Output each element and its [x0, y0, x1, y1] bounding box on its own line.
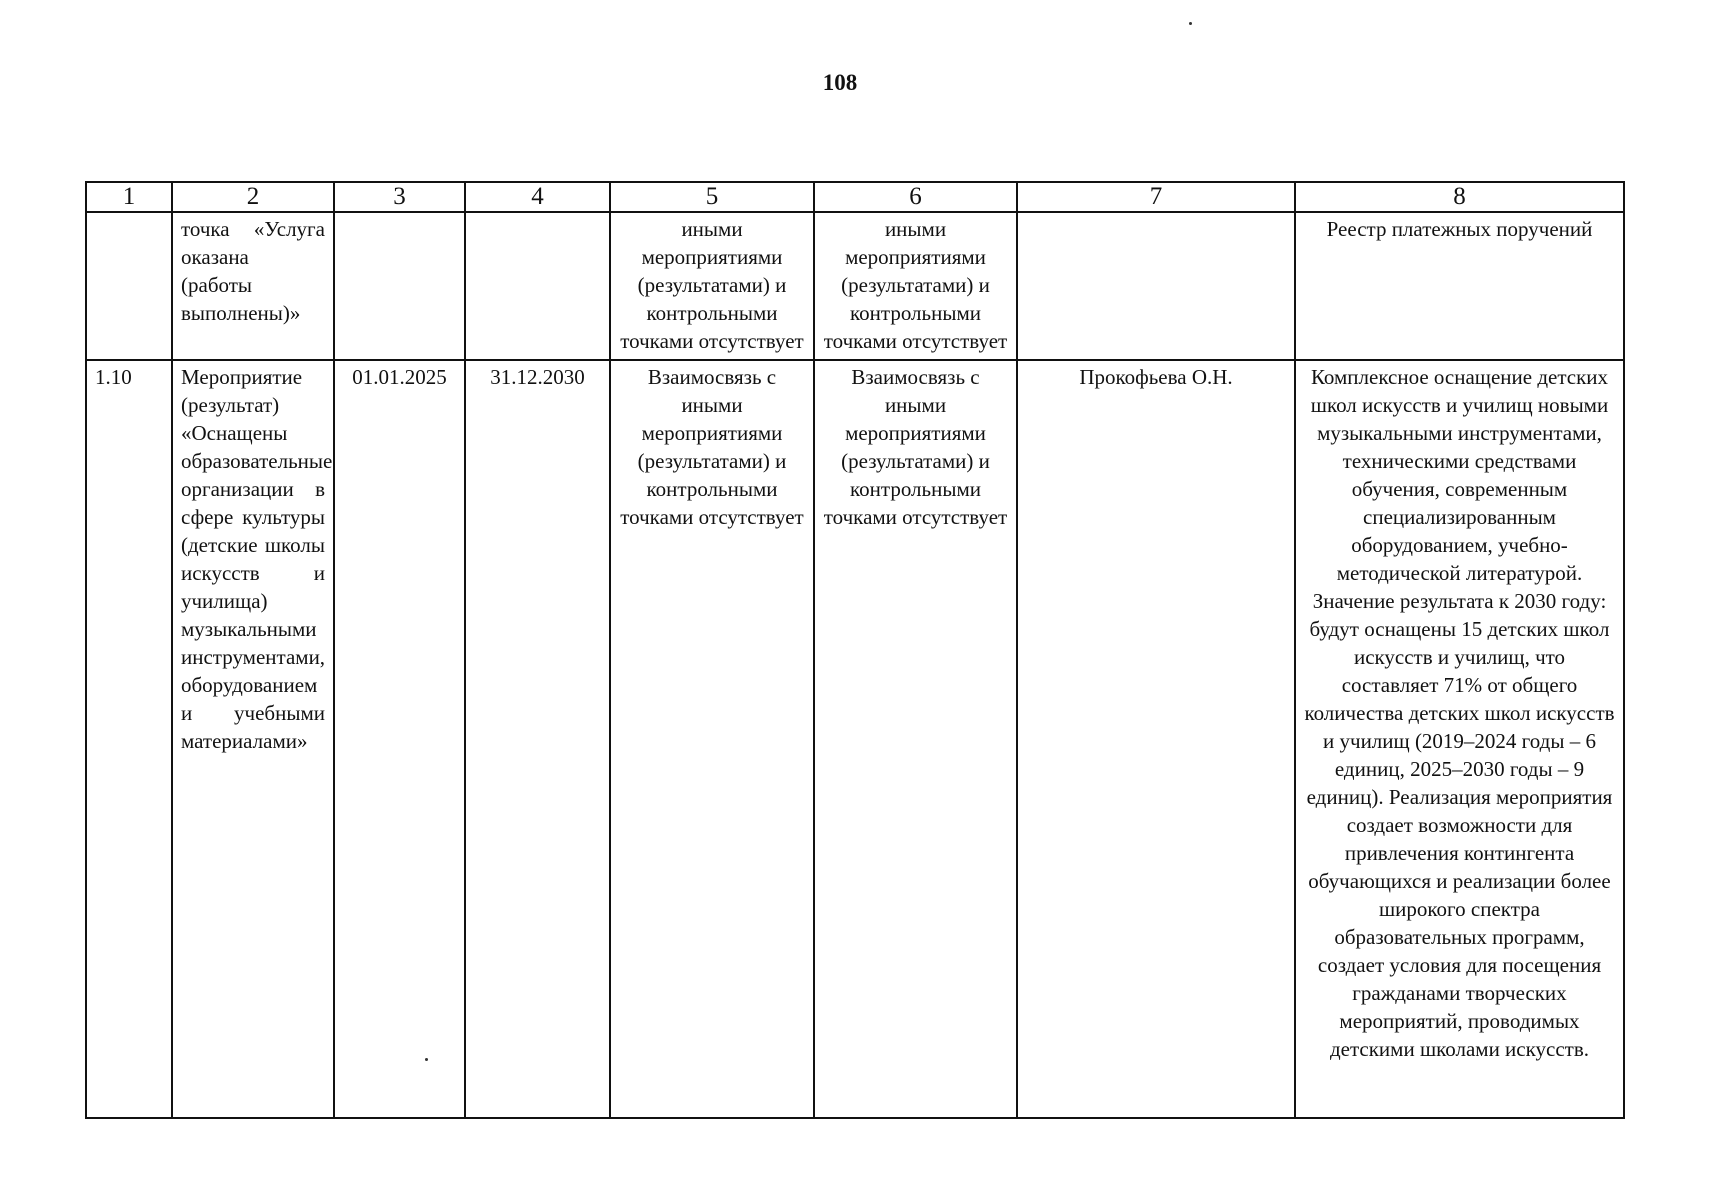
cell-start-date: 01.01.2025: [334, 360, 465, 1118]
cell-description: Реестр платежных поручений: [1295, 212, 1624, 360]
cell-measure-name: Мероприятие (результат) «Оснащены образовательные организации в сфере культуры (детские школы искусств и училища) музыкальными инструментами, оборудованием и учебными материалами»: [172, 360, 334, 1118]
cell-relation-next: иными мероприятиями (результатами) и контрольными точками отсутствует: [814, 212, 1017, 360]
cell-start-date: [334, 212, 465, 360]
table-row-continued: [86, 212, 1624, 360]
cell-measure-name: точка «Услуга оказана (работы выполнены)»: [172, 212, 334, 360]
cell-relation-next: Взаимосвязь с иными мероприятиями (результатами) и контрольными точками отсутствует: [814, 360, 1017, 1118]
measures-table: [85, 181, 1625, 1119]
header-cell-4: 4: [465, 182, 610, 212]
cell-responsible: Прокофьева О.Н.: [1017, 360, 1295, 1118]
header-cell-8: 8: [1295, 182, 1624, 212]
header-cell-5: 5: [610, 182, 814, 212]
page-number: 108: [822, 70, 858, 95]
cell-responsible: [1017, 212, 1295, 360]
header-cell-1: 1: [86, 182, 172, 212]
header-cell-7: 7: [1017, 182, 1295, 212]
cell-number: [86, 212, 172, 360]
header-row: [86, 182, 1624, 212]
cell-end-date: [465, 212, 610, 360]
header-cell-6: 6: [814, 182, 1017, 212]
cell-description: Комплексное оснащение детских школ искусств и училищ новыми музыкальными инструментами, техническими средствами обучения, современным специализированным оборудованием, учебно-методической литературой. Значение результата к 2030 году: будут оснащены 15 детских школ искусств и училищ, что составляет 71% от общего количества детских школ искусств и училищ (2019–2024 годы – 6 единиц, 2025–2030 годы – 9 единиц). Реализация мероприятия создает возможности для привлечения контингента обучающихся и реализации более широкого спектра образовательных программ, создает условия для посещения гражданами творческих мероприятий, проводимых детскими школами искусств.: [1295, 360, 1624, 1118]
header-cell-3: 3: [334, 182, 465, 212]
table-row-1-10: [86, 360, 1624, 1118]
cell-number: 1.10: [86, 360, 172, 1118]
header-cell-2: 2: [172, 182, 334, 212]
cell-end-date: 31.12.2030: [465, 360, 610, 1118]
cell-relation-prev: Взаимосвязь с иными мероприятиями (результатами) и контрольными точками отсутствует: [610, 360, 814, 1118]
scan-speck: [1189, 22, 1192, 25]
scan-speck: [425, 1058, 428, 1061]
cell-relation-prev: иными мероприятиями (результатами) и контрольными точками отсутствует: [610, 212, 814, 360]
